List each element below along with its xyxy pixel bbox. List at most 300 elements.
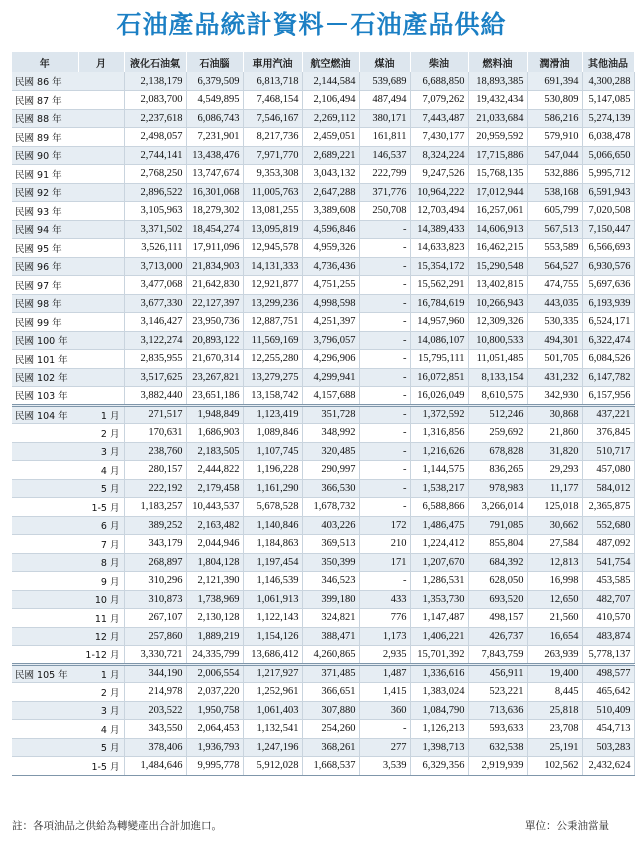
value-cell: 222,799 (359, 165, 410, 184)
month-cell (78, 350, 124, 369)
value-cell: 8,217,736 (243, 128, 302, 147)
table-row (12, 590, 634, 609)
month-cell (78, 257, 124, 276)
value-cell: 23,708 (527, 720, 582, 739)
year-cell (12, 609, 78, 628)
value-cell: 431,232 (527, 368, 582, 387)
value-cell: 16,998 (527, 572, 582, 591)
table-row (12, 498, 634, 517)
value-cell: 547,044 (527, 146, 582, 165)
value-cell: 2,006,554 (186, 664, 243, 683)
value-cell: 4,157,688 (302, 387, 359, 406)
value-cell: 3,882,440 (124, 387, 186, 406)
value-cell: 1,217,927 (243, 664, 302, 683)
value-cell: 3,371,502 (124, 220, 186, 239)
value-cell: 3,043,132 (302, 165, 359, 184)
value-cell: 23,651,186 (186, 387, 243, 406)
value-cell: 532,886 (527, 165, 582, 184)
value-cell: 8,133,154 (468, 368, 527, 387)
month-cell (78, 313, 124, 332)
value-cell: 16,462,215 (468, 239, 527, 258)
table-row (12, 313, 634, 332)
value-cell: 498,157 (468, 609, 527, 628)
value-cell: 3,105,963 (124, 202, 186, 221)
value-cell: 1,196,228 (243, 461, 302, 480)
value-cell: 978,983 (468, 479, 527, 498)
value-cell: 2,044,946 (186, 535, 243, 554)
value-cell: 10,800,533 (468, 331, 527, 350)
value-cell: 1,668,537 (302, 757, 359, 776)
value-cell: 343,550 (124, 720, 186, 739)
value-cell: 14,633,823 (410, 239, 468, 258)
year-cell (12, 757, 78, 776)
value-cell: 3,389,608 (302, 202, 359, 221)
value-cell: 310,873 (124, 590, 186, 609)
value-cell: 2,432,624 (582, 757, 634, 776)
value-cell: 6,084,526 (582, 350, 634, 369)
value-cell: 836,265 (468, 461, 527, 480)
value-cell: 1,738,969 (186, 590, 243, 609)
value-cell: 567,513 (527, 220, 582, 239)
month-cell: 8 月 (78, 553, 124, 572)
table-row (12, 294, 634, 313)
value-cell: 7,468,154 (243, 91, 302, 110)
value-cell: 5,274,139 (582, 109, 634, 128)
month-cell: 3 月 (78, 442, 124, 461)
month-cell: 2 月 (78, 683, 124, 702)
value-cell: 366,651 (302, 683, 359, 702)
year-cell (12, 683, 78, 702)
year-cell: 民國 104 年 (12, 405, 78, 424)
value-cell: 1,383,024 (410, 683, 468, 702)
table-row (12, 646, 634, 665)
value-cell: 1,487 (359, 664, 410, 683)
value-cell: 310,296 (124, 572, 186, 591)
value-cell: 14,606,913 (468, 220, 527, 239)
supply-table-container (12, 52, 631, 776)
value-cell: 29,293 (527, 461, 582, 480)
value-cell: - (359, 720, 410, 739)
value-cell: 4,998,598 (302, 294, 359, 313)
column-header: 液化石油氣 (124, 52, 186, 72)
table-row (12, 183, 634, 202)
month-cell (78, 202, 124, 221)
table-row (12, 239, 634, 258)
value-cell: 3,796,057 (302, 331, 359, 350)
value-cell: 12,921,877 (243, 276, 302, 295)
value-cell: 1,889,219 (186, 627, 243, 646)
table-row (12, 664, 634, 683)
value-cell: 579,910 (527, 128, 582, 147)
value-cell: 12,813 (527, 553, 582, 572)
value-cell: 14,389,433 (410, 220, 468, 239)
value-cell: 17,715,886 (468, 146, 527, 165)
month-cell: 7 月 (78, 535, 124, 554)
value-cell: 23,267,821 (186, 368, 243, 387)
value-cell: 8,445 (527, 683, 582, 702)
value-cell: 2,689,221 (302, 146, 359, 165)
table-row (12, 701, 634, 720)
table-row (12, 331, 634, 350)
year-cell (12, 424, 78, 443)
value-cell: 2,896,522 (124, 183, 186, 202)
value-cell: 1,154,126 (243, 627, 302, 646)
value-cell: 437,221 (582, 405, 634, 424)
value-cell: 12,650 (527, 590, 582, 609)
value-cell: 1,147,487 (410, 609, 468, 628)
column-header: 車用汽油 (243, 52, 302, 72)
value-cell: 1,207,670 (410, 553, 468, 572)
value-cell: 1,316,856 (410, 424, 468, 443)
month-cell: 10 月 (78, 590, 124, 609)
value-cell: 16,784,619 (410, 294, 468, 313)
value-cell: 23,950,736 (186, 313, 243, 332)
value-cell: 21,642,830 (186, 276, 243, 295)
year-cell (12, 553, 78, 572)
value-cell: 342,930 (527, 387, 582, 406)
month-cell: 4 月 (78, 461, 124, 480)
value-cell: 1,538,217 (410, 479, 468, 498)
value-cell: 443,035 (527, 294, 582, 313)
value-cell: 12,945,578 (243, 239, 302, 258)
value-cell: - (359, 368, 410, 387)
value-cell: 3,539 (359, 757, 410, 776)
value-cell: 1,216,626 (410, 442, 468, 461)
value-cell: 271,517 (124, 405, 186, 424)
value-cell: 254,260 (302, 720, 359, 739)
value-cell: 268,897 (124, 553, 186, 572)
value-cell: 1,678,732 (302, 498, 359, 517)
value-cell: 538,168 (527, 183, 582, 202)
year-cell: 民國 103 年 (12, 387, 78, 406)
value-cell: 277 (359, 738, 410, 757)
value-cell: - (359, 350, 410, 369)
table-row (12, 165, 634, 184)
year-cell (12, 498, 78, 517)
value-cell: 13,686,412 (243, 646, 302, 665)
value-cell: 102,562 (527, 757, 582, 776)
table-row (12, 609, 634, 628)
value-cell: 678,828 (468, 442, 527, 461)
year-cell (12, 627, 78, 646)
month-cell: 1 月 (78, 664, 124, 683)
value-cell: 2,138,179 (124, 72, 186, 91)
month-cell (78, 183, 124, 202)
table-body (12, 72, 634, 775)
value-cell: 16,257,061 (468, 202, 527, 221)
month-cell (78, 276, 124, 295)
value-cell: - (359, 331, 410, 350)
value-cell: 25,191 (527, 738, 582, 757)
value-cell: 523,221 (468, 683, 527, 702)
value-cell: 170,631 (124, 424, 186, 443)
value-cell: 2,037,220 (186, 683, 243, 702)
value-cell: 4,260,865 (302, 646, 359, 665)
month-cell: 11 月 (78, 609, 124, 628)
value-cell: 125,018 (527, 498, 582, 517)
month-cell: 1-5 月 (78, 757, 124, 776)
value-cell: 222,192 (124, 479, 186, 498)
value-cell: 389,252 (124, 516, 186, 535)
value-cell: 16,072,851 (410, 368, 468, 387)
value-cell: 24,335,799 (186, 646, 243, 665)
value-cell: 21,560 (527, 609, 582, 628)
table-row (12, 109, 634, 128)
value-cell: 6,147,782 (582, 368, 634, 387)
value-cell: 371,776 (359, 183, 410, 202)
value-cell: 4,751,255 (302, 276, 359, 295)
table-row (12, 128, 634, 147)
month-cell (78, 387, 124, 406)
value-cell: 1,936,793 (186, 738, 243, 757)
value-cell: 1,061,403 (243, 701, 302, 720)
year-cell (12, 535, 78, 554)
value-cell: 161,811 (359, 128, 410, 147)
month-cell: 5 月 (78, 738, 124, 757)
table-row (12, 405, 634, 424)
table-row (12, 461, 634, 480)
value-cell: 1,126,213 (410, 720, 468, 739)
value-cell: 257,860 (124, 627, 186, 646)
value-cell: 4,300,288 (582, 72, 634, 91)
month-cell: 1-12 月 (78, 646, 124, 665)
value-cell: 3,266,014 (468, 498, 527, 517)
value-cell: 13,095,819 (243, 220, 302, 239)
value-cell: 426,737 (468, 627, 527, 646)
value-cell: 791,085 (468, 516, 527, 535)
value-cell: 19,400 (527, 664, 582, 683)
value-cell: 7,430,177 (410, 128, 468, 147)
value-cell: 16,654 (527, 627, 582, 646)
value-cell: - (359, 220, 410, 239)
value-cell: 541,754 (582, 553, 634, 572)
value-cell: - (359, 572, 410, 591)
year-cell (12, 701, 78, 720)
value-cell: 350,399 (302, 553, 359, 572)
value-cell: 15,701,392 (410, 646, 468, 665)
value-cell: 11,569,169 (243, 331, 302, 350)
year-cell: 民國 89 年 (12, 128, 78, 147)
year-cell: 民國 105 年 (12, 664, 78, 683)
value-cell: 3,677,330 (124, 294, 186, 313)
year-cell: 民國 92 年 (12, 183, 78, 202)
year-cell (12, 572, 78, 591)
value-cell: 13,158,742 (243, 387, 302, 406)
value-cell: 263,939 (527, 646, 582, 665)
value-cell: 410,570 (582, 609, 634, 628)
value-cell: 376,845 (582, 424, 634, 443)
footer-note: 註：各項油品之供給為轉變產出合計加進口。 (12, 820, 222, 832)
year-cell (12, 738, 78, 757)
value-cell: 21,860 (527, 424, 582, 443)
value-cell: 2,269,112 (302, 109, 359, 128)
value-cell: 474,755 (527, 276, 582, 295)
month-cell: 4 月 (78, 720, 124, 739)
value-cell: 15,795,111 (410, 350, 468, 369)
value-cell: 7,546,167 (243, 109, 302, 128)
value-cell: 1,247,196 (243, 738, 302, 757)
value-cell: 31,820 (527, 442, 582, 461)
value-cell: 15,354,172 (410, 257, 468, 276)
value-cell: 6,322,474 (582, 331, 634, 350)
value-cell: - (359, 479, 410, 498)
value-cell: 3,517,625 (124, 368, 186, 387)
month-cell (78, 368, 124, 387)
value-cell: 378,406 (124, 738, 186, 757)
value-cell: 30,662 (527, 516, 582, 535)
value-cell: 3,122,274 (124, 331, 186, 350)
value-cell: 11,005,763 (243, 183, 302, 202)
value-cell: 12,309,326 (468, 313, 527, 332)
value-cell: 10,443,537 (186, 498, 243, 517)
value-cell: 17,012,944 (468, 183, 527, 202)
year-cell: 民國 93 年 (12, 202, 78, 221)
value-cell: 2,498,057 (124, 128, 186, 147)
year-cell: 民國 86 年 (12, 72, 78, 91)
month-cell: 3 月 (78, 701, 124, 720)
value-cell: - (359, 461, 410, 480)
value-cell: 13,438,476 (186, 146, 243, 165)
year-cell: 民國 91 年 (12, 165, 78, 184)
value-cell: 6,038,478 (582, 128, 634, 147)
month-cell (78, 294, 124, 313)
month-cell (78, 109, 124, 128)
year-cell: 民國 95 年 (12, 239, 78, 258)
value-cell: 553,589 (527, 239, 582, 258)
value-cell: - (359, 405, 410, 424)
value-cell: 6,329,356 (410, 757, 468, 776)
value-cell: 2,130,128 (186, 609, 243, 628)
value-cell: 453,585 (582, 572, 634, 591)
value-cell: 1,122,143 (243, 609, 302, 628)
value-cell: 5,912,028 (243, 757, 302, 776)
value-cell: 267,107 (124, 609, 186, 628)
value-cell: 146,537 (359, 146, 410, 165)
year-cell: 民國 100 年 (12, 331, 78, 350)
year-cell: 民國 102 年 (12, 368, 78, 387)
value-cell: 4,549,895 (186, 91, 243, 110)
value-cell: 2,647,288 (302, 183, 359, 202)
value-cell: 483,874 (582, 627, 634, 646)
value-cell: - (359, 239, 410, 258)
value-cell: 7,231,901 (186, 128, 243, 147)
value-cell: 6,930,576 (582, 257, 634, 276)
page-title: 石油產品統計資料－石油產品供給 (116, 10, 507, 39)
value-cell: 5,678,528 (243, 498, 302, 517)
value-cell: 18,893,385 (468, 72, 527, 91)
value-cell: 1,286,531 (410, 572, 468, 591)
value-cell: 693,520 (468, 590, 527, 609)
value-cell: 2,144,584 (302, 72, 359, 91)
value-cell: 5,697,636 (582, 276, 634, 295)
value-cell: 4,736,436 (302, 257, 359, 276)
year-cell (12, 461, 78, 480)
table-row (12, 535, 634, 554)
value-cell: 1,252,961 (243, 683, 302, 702)
value-cell: 3,146,427 (124, 313, 186, 332)
table-row (12, 257, 634, 276)
value-cell: 2,935 (359, 646, 410, 665)
value-cell: 5,147,085 (582, 91, 634, 110)
value-cell: 552,680 (582, 516, 634, 535)
value-cell: 320,485 (302, 442, 359, 461)
value-cell: 1,484,646 (124, 757, 186, 776)
value-cell: 713,636 (468, 701, 527, 720)
value-cell: 27,584 (527, 535, 582, 554)
value-cell: 18,279,302 (186, 202, 243, 221)
value-cell: 307,880 (302, 701, 359, 720)
column-header: 煤油 (359, 52, 410, 72)
value-cell: 2,919,939 (468, 757, 527, 776)
value-cell: 457,080 (582, 461, 634, 480)
value-cell: - (359, 387, 410, 406)
value-cell: 482,707 (582, 590, 634, 609)
month-cell: 12 月 (78, 627, 124, 646)
value-cell: 4,299,941 (302, 368, 359, 387)
year-cell (12, 516, 78, 535)
year-cell (12, 442, 78, 461)
value-cell: 21,033,684 (468, 109, 527, 128)
value-cell: 13,299,236 (243, 294, 302, 313)
value-cell: 30,868 (527, 405, 582, 424)
value-cell: 348,992 (302, 424, 359, 443)
table-row (12, 350, 634, 369)
value-cell: 21,834,903 (186, 257, 243, 276)
month-cell (78, 165, 124, 184)
value-cell: 1,406,221 (410, 627, 468, 646)
value-cell: 530,335 (527, 313, 582, 332)
value-cell: 366,530 (302, 479, 359, 498)
value-cell: 1,804,128 (186, 553, 243, 572)
value-cell: 498,577 (582, 664, 634, 683)
value-cell: 210 (359, 535, 410, 554)
value-cell: 12,703,494 (410, 202, 468, 221)
year-cell: 民國 94 年 (12, 220, 78, 239)
value-cell: 20,959,592 (468, 128, 527, 147)
value-cell: 2,163,482 (186, 516, 243, 535)
value-cell: 2,237,618 (124, 109, 186, 128)
value-cell: 16,026,049 (410, 387, 468, 406)
value-cell: 18,454,274 (186, 220, 243, 239)
value-cell: 1,144,575 (410, 461, 468, 480)
value-cell: - (359, 294, 410, 313)
value-cell: 5,066,650 (582, 146, 634, 165)
year-cell (12, 590, 78, 609)
value-cell: 15,290,548 (468, 257, 527, 276)
value-cell: 20,893,122 (186, 331, 243, 350)
value-cell: 2,083,700 (124, 91, 186, 110)
table-row (12, 424, 634, 443)
column-header: 其他油品 (582, 52, 634, 72)
month-cell (78, 220, 124, 239)
value-cell: 1,486,475 (410, 516, 468, 535)
table-row (12, 553, 634, 572)
value-cell: 7,150,447 (582, 220, 634, 239)
value-cell: 1,132,541 (243, 720, 302, 739)
value-cell: 6,157,956 (582, 387, 634, 406)
value-cell: 203,522 (124, 701, 186, 720)
year-cell (12, 720, 78, 739)
value-cell: 501,705 (527, 350, 582, 369)
value-cell: 1,353,730 (410, 590, 468, 609)
value-cell: 344,190 (124, 664, 186, 683)
footer-unit: 單位：公秉油當量 (525, 820, 609, 832)
month-cell: 9 月 (78, 572, 124, 591)
value-cell: 16,301,068 (186, 183, 243, 202)
column-header: 航空燃油 (302, 52, 359, 72)
month-cell: 5 月 (78, 479, 124, 498)
year-cell: 民國 97 年 (12, 276, 78, 295)
